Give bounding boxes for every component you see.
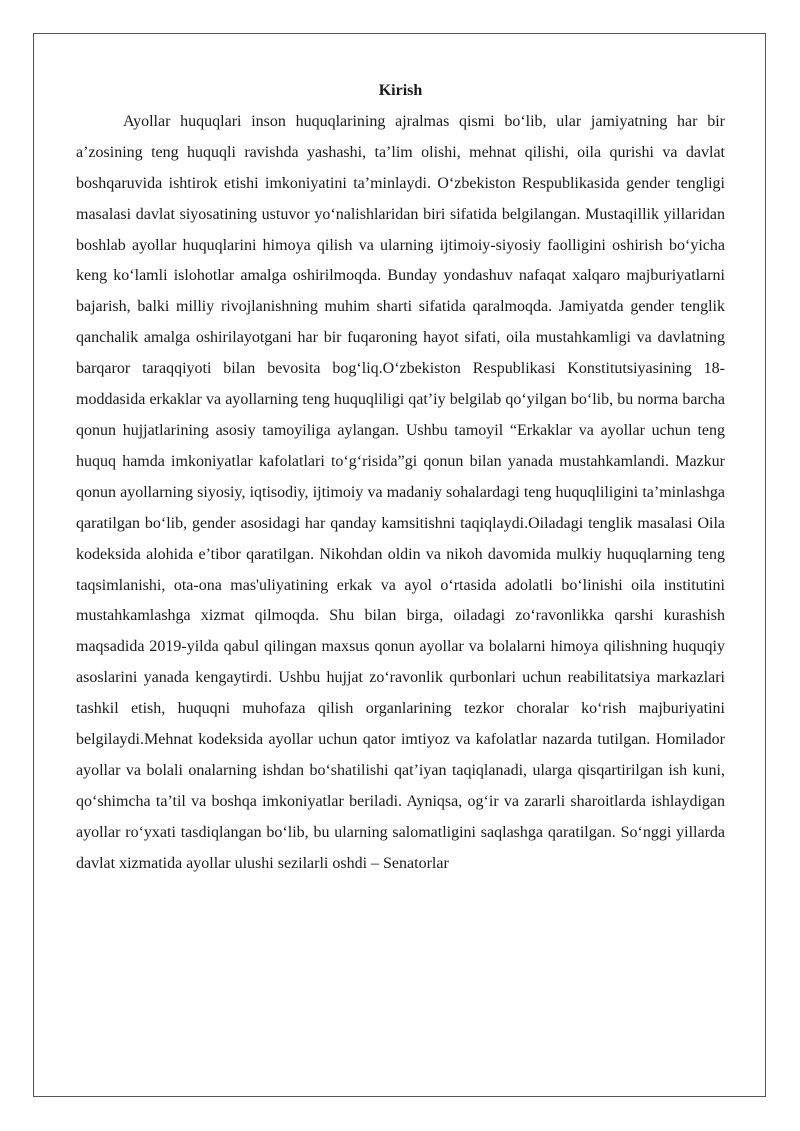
document-title: Kirish [378, 82, 423, 99]
document-content [76, 76, 725, 880]
page-frame [33, 33, 766, 1097]
body-paragraph: Ayollar huquqlari inson huquqlarining ajralmas qismi bo‘lib, ular jamiyatning har bir a’zosining teng huquqli ravishda yashashi, ta’lim olishi, mehnat qilishi, oila qurishi va davlat boshqaruvida ishtirok etishi imkoniyatini ta’minlaydi. O‘zbekiston Respublikasida gender tengligi masalasi davlat siyosatining ustuvor yo‘nalishlaridan biri sifatida belgilangan. Mustaqillik yillaridan boshlab ayollar huquqlarini himoya qilish va ularning ijtimoiy-siyosiy faolligini oshirish bo‘yicha keng ko‘lamli islohotlar amalga oshirilmoqda. Bunday yondashuv nafaqat xalqaro majburiyatlarni bajarish, balki milliy rivojlanishning muhim sharti sifatida qaralmoqda. Jamiyatda gender tenglik qanchalik amalga oshirilayotgani har bir fuqaroning hayot sifati, oila mustahkamligi va davlatning barqaror taraqqiyoti bilan bevosita bog‘liq.O‘zbekiston Respublikasi Konstitutsiyasining 18-moddasida erkaklar va ayollarning teng huquqliligi qat’iy belgilab qo‘yilgan bo‘lib, bu norma barcha qonun hujjatlarining asosiy tamoyiliga aylangan. Ushbu tamoyil “Erkaklar va ayollar uchun teng huquq hamda imkoniyatlar kafolatlari to‘g‘risida”gi qonun bilan yanada mustahkamlandi. Mazkur qonun ayollarning siyosiy, iqtisodiy, ijtimoiy va madaniy sohalardagi teng huquqliligini ta’minlashga qaratilgan bo‘lib, gender asosidagi har qanday kamsitishni taqiqlaydi.Oiladagi tenglik masalasi Oila kodeksida alohida e’tibor qaratilgan. Nikohdan oldin va nikoh davomida mulkiy huquqlarning teng taqsimlanishi, ota-ona mas'uliyatining erkak va ayol o‘rtasida adolatli bo‘linishi oila institutini mustahkamlashga xizmat qilmoqda. Shu bilan birga, oiladagi zo‘ravonlikka qarshi kurashish maqsadida 2019-yilda qabul qilingan maxsus qonun ayollar va bolalarni himoya qilishning huquqiy asoslarini yanada kengaytirdi. Ushbu hujjat zo‘ravonlik qurbonlari uchun reabilitatsiya markazlari tashkil etish, huquqni muhofaza qilish organlarining tezkor choralar ko‘rish majburiyatini belgilaydi.Mehnat kodeksida ayollar uchun qator imtiyoz va kafolatlar nazarda tutilgan. Homilador ayollar va bolali onalarning ishdan bo‘shatilishi qat’iyan taqiqlanadi, ularga qisqartirilgan ish kuni, qo‘shimcha ta’til va boshqa imkoniyatlar beriladi. Ayniqsa, og‘ir va zararli sharoitlarda ishlaydigan ayollar ro‘yxati tasdiqlangan bo‘lib, bu ularning salomatligini saqlashga qaratilgan. So‘nggi yillarda davlat xizmatida ayollar ulushi sezilarli oshdi – Senatorlar [76, 112, 725, 872]
